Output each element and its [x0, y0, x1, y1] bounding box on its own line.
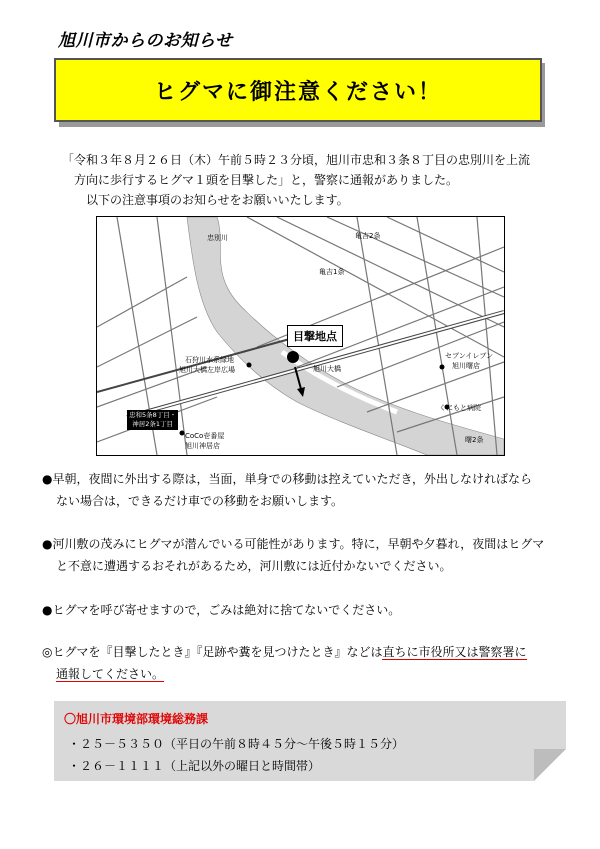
map-label-area-2: 神居2条1丁目	[132, 420, 174, 428]
intro-line-1: 「令和３年８月２６日（木）午前５時２３分頃，旭川市忠和３条８丁目の忠別川を上流	[62, 153, 531, 167]
note-1	[42, 468, 562, 512]
contact-tel-2: ・２６－１１１１（上記以外の曜日と時間帯）	[68, 759, 321, 773]
map-label-seven-1: セブンイレブン	[445, 352, 494, 360]
map-label-river: 忠別川	[207, 234, 228, 242]
page-title: ヒグマに御注意ください！	[54, 58, 542, 122]
note-3-line-1: ●ヒグマを呼び寄せますので，ごみは絶対に捨てないでください。	[42, 603, 401, 617]
map-label-coco-2: 旭川神居店	[185, 442, 220, 450]
note-4-line-2	[42, 663, 562, 685]
sighting-spot-label: 目撃地点	[287, 325, 343, 347]
map-label-kagura-1: 亀吉1条	[319, 268, 345, 276]
map-label-hospital: くにもと病院	[439, 404, 481, 412]
note-4-line-1	[42, 641, 562, 663]
title-banner	[54, 58, 544, 126]
intro-line-3: 以下の注意事項のお知らせをお願いいたします。	[86, 193, 349, 207]
note-4-pre: ◎ヒグマを『目撃したとき』『足跡や糞を見つけたとき』などは	[42, 645, 383, 659]
sighting-map	[96, 216, 505, 456]
map-label-area-1: 忠和5条8丁目・	[129, 411, 177, 419]
note-2	[42, 533, 562, 577]
note-2-line-2: と不意に遭遇するおそれがあるため，河川敷には近付かないでください。	[56, 559, 452, 573]
note-4-underlined: 直ちに市役所又は警察署に	[382, 645, 527, 659]
note-4-underlined-2: 通報してください。	[56, 667, 165, 681]
map-label-coco-1: CoCo壱番屋	[185, 432, 225, 440]
header-notice: 旭川市からのお知らせ	[58, 31, 233, 51]
map-label-seven-2: 旭川曙店	[452, 362, 480, 370]
map-label-bridge: 旭川大橋	[313, 365, 341, 373]
map-label-akebono: 曙2条	[465, 436, 484, 444]
map-label-area	[127, 410, 178, 430]
contact-tel-1: ・２５－５３５０（平日の午前８時４５分～午後５時１５分）	[68, 737, 405, 751]
intro-line-2: 方向に歩行するヒグマ１頭を目撃した」と，警察に通報がありました。	[74, 173, 459, 187]
map-label-park-2: 旭川大橋左岸広場	[179, 366, 235, 374]
page-fold-corner	[534, 749, 566, 781]
intro-text	[62, 150, 552, 210]
contact-box	[54, 701, 566, 781]
note-4	[42, 641, 562, 685]
note-1-line-2: ない場合は，できるだけ車での移動をお願いします。	[56, 494, 344, 508]
map-label-kagura-2: 亀吉2条	[355, 232, 381, 240]
note-2-line-1: ●河川敷の茂みにヒグマが潜んでいる可能性があります。特に，早朝や夕暮れ，夜間はヒグマ	[42, 537, 545, 551]
note-3	[42, 599, 562, 621]
note-1-line-1: ●早朝，夜間に外出する際は，当面，単身での移動は控えていただき，外出しなければなら	[42, 472, 532, 486]
map-label-park-1: 石狩川水系緑地	[185, 356, 234, 364]
contact-heading: 〇旭川市環境部環境総務課	[64, 712, 209, 726]
